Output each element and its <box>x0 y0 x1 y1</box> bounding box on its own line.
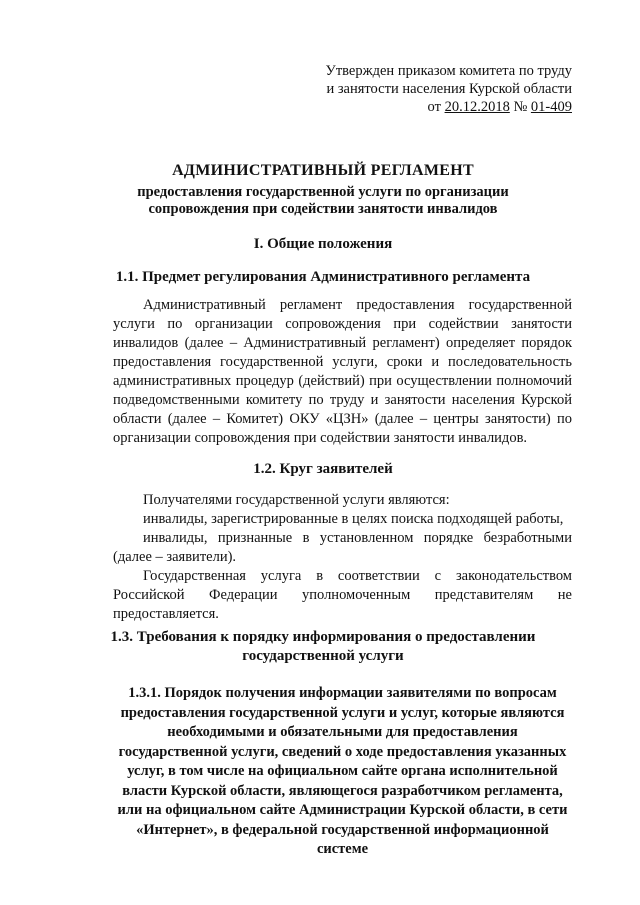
approval-date-prefix: от <box>427 99 445 115</box>
section-1-3-1-text: 1.3.1. Порядок получения информации заявителями по вопросам предоставления государственной услуги и услуг, которые являются необходимыми и обязательными для предоставления государственной услуги, сведений о ходе предоставления указанных услуг, в том числе на официальном сайте органа исполнительной власти Курской области, являющегося разработчиком регламента, или на официальном сайте Администрации Курской области, в сети «Интернет», в федеральной государственной информационной системе <box>117 685 568 857</box>
approval-stamp <box>326 62 572 116</box>
section-1-1-heading: 1.1. Предмет регулирования Административного регламента <box>115 269 531 285</box>
approval-date-line <box>326 98 572 116</box>
document-title: АДМИНИСТРАТИВНЫЙ РЕГЛАМЕНТ <box>172 162 474 179</box>
approval-line-2: и занятости населения Курской области <box>326 81 572 97</box>
applicants-intro: Получателями государственной услуги являются: <box>143 492 450 508</box>
subtitle-line-2: сопровождения при содействии занятости инвалидов <box>148 201 498 217</box>
section-1-1-paragraph: Административный регламент предоставления государственной услуги по организации сопровождения при содействии занятости инвалидов (далее – Административный регламент) определяет порядок предоставления государственной услуги, сроки и последовательность административных процедур (действий) при осуществлении полномочий подведомственными комитету по труду и занятости населения Курской области (далее – Комитет) ОКУ «ЦЗН» (далее – центры занятости) по организации сопровождения при содействии занятости инвалидов. <box>113 297 572 446</box>
approval-line-1: Утвержден приказом комитета по труду <box>325 63 572 79</box>
approval-date: 20.12.2018 <box>444 99 510 115</box>
approval-number: 01-409 <box>530 99 572 115</box>
section-1-2-heading: 1.2. Круг заявителей <box>253 461 393 477</box>
section-1-3-heading <box>70 628 576 666</box>
section-1-3-heading-line-1: 1.3. Требования к порядку информирования о предоставлении <box>110 629 536 645</box>
applicants-item-1: инвалиды, зарегистрированные в целях поиска подходящей работы, <box>143 511 564 527</box>
applicants-item-2: инвалиды, признанные в установленном порядке безработными (далее – заявители). <box>113 530 572 565</box>
section-1-heading: I. Общие положения <box>253 236 393 252</box>
section-1-3-heading-line-2: государственной услуги <box>242 648 404 664</box>
approval-number-sign: № <box>509 99 531 115</box>
subtitle-line-1: предоставления государственной услуги по организации <box>137 184 509 200</box>
document-subtitle <box>70 184 576 218</box>
representatives-paragraph: Государственная услуга в соответствии с законодательством Российской Федерации уполномоченным представителям не предоставляется. <box>113 568 572 622</box>
